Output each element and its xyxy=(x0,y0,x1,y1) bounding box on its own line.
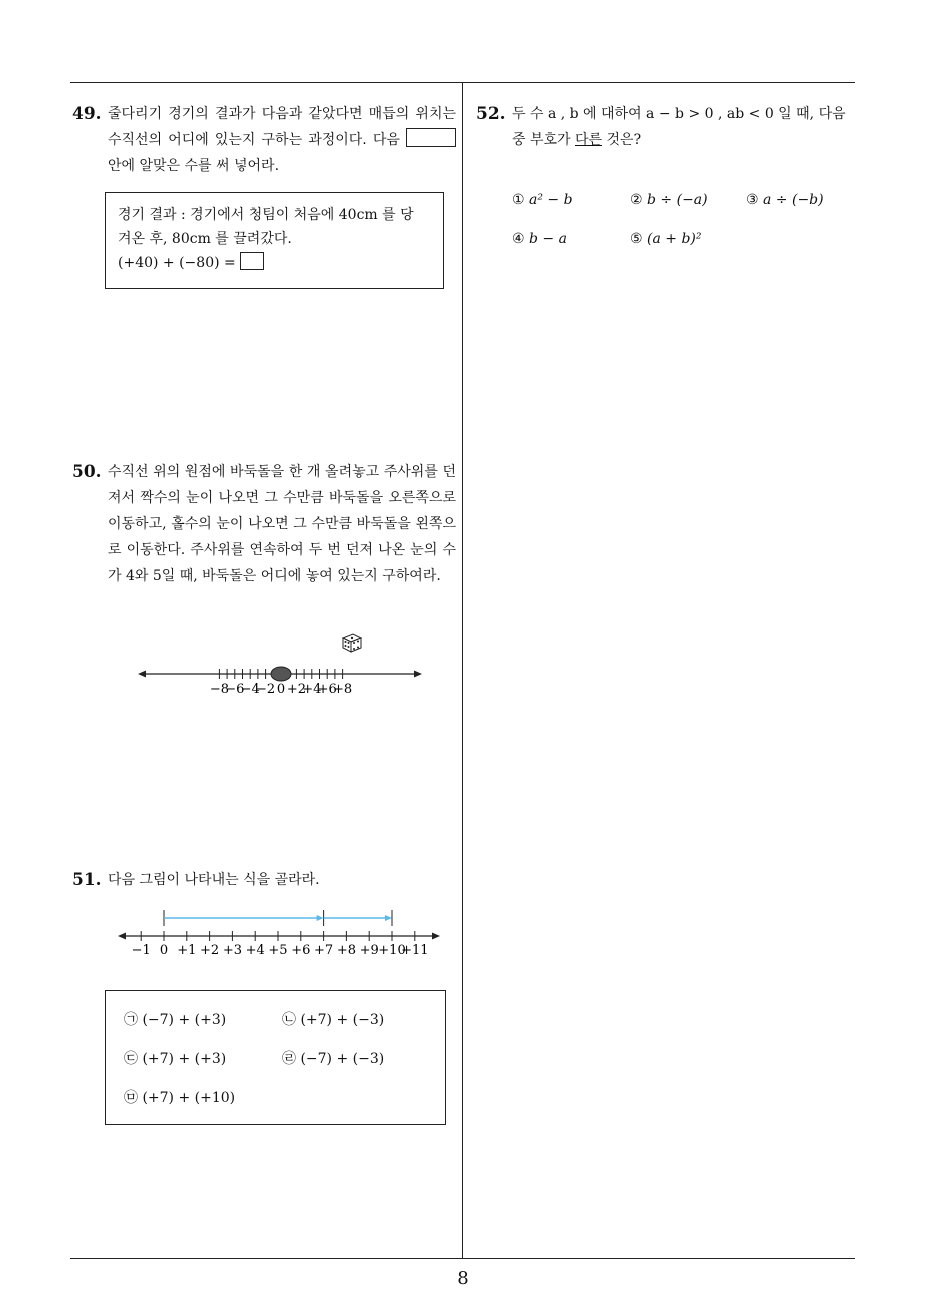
second-arrow-head xyxy=(385,915,392,921)
choice-mark: ㉣ xyxy=(282,1051,296,1067)
question-text xyxy=(512,101,860,153)
question-line-2 xyxy=(512,127,860,153)
choice-expression: a² − b xyxy=(524,192,573,208)
axis-label: −4 xyxy=(240,682,260,697)
column-divider xyxy=(462,82,463,1258)
choice-expression: (+7) + (+10) xyxy=(138,1090,236,1106)
choice-mark: ㉤ xyxy=(124,1090,138,1106)
choice-item xyxy=(124,1008,226,1032)
axis-label: −1 xyxy=(131,943,151,958)
box-line-2: 겨온 후, 80cm 를 끌려갔다. xyxy=(118,231,292,247)
left-arrowhead xyxy=(118,933,126,940)
axis-label: 0 xyxy=(276,682,286,697)
axis-label: +2 xyxy=(200,943,220,958)
choice-expression: b ÷ (−a) xyxy=(642,192,708,208)
axis-label: −8 xyxy=(209,682,229,697)
q50-number-line xyxy=(138,662,424,702)
question-49 xyxy=(72,101,456,179)
question-51 xyxy=(72,867,456,893)
axis-label: +4 xyxy=(302,682,322,697)
axis-label: +3 xyxy=(222,943,242,958)
choice-expression: (−7) + (+3) xyxy=(138,1012,227,1028)
axis-label: +6 xyxy=(291,943,311,958)
underlined-word: 다른 xyxy=(575,132,603,148)
question-number: 49. xyxy=(72,104,102,124)
choice-mark: ④ xyxy=(512,231,525,247)
answer-choice[interactable] xyxy=(512,192,573,208)
axis-label: +4 xyxy=(245,943,265,958)
question-text-part1: 줄다리기 경기의 결과가 다음과 같았다면 매듭의 위치는 수직선의 어디에 있는지 구하는 과정이다. 다음 xyxy=(108,106,456,148)
axis-label: +10 xyxy=(378,943,406,958)
right-arrowhead xyxy=(432,933,440,940)
axis-label: +11 xyxy=(401,943,429,958)
answer-choice[interactable] xyxy=(630,231,702,247)
go-stone xyxy=(271,667,291,681)
box-line-1: 경기 결과 : 경기에서 청팀이 처음에 40cm 를 당 xyxy=(118,207,414,223)
question-number: 50. xyxy=(72,462,102,482)
choice-expression: b − a xyxy=(524,231,567,247)
q51-choices-box xyxy=(105,990,446,1125)
choice-expression: (+7) + (+3) xyxy=(138,1051,227,1067)
question-text: 수직선 위의 원점에 바둑돌을 한 개 올려놓고 주사위를 던져서 짝수의 눈이 나오면 그 수만큼 바둑돌을 오른쪽으로 이동하고, 홀수의 눈이 나오면 그 수만큼 바둑돌을 왼쪽으로 이동한다. 주사위를 연속하여 두 번 던져 나온 눈의 수가 4와 5일 때, 바둑돌은 어디에 놓여 있는지 구하여라. xyxy=(108,464,456,584)
choice-expression: (−7) + (−3) xyxy=(296,1051,385,1067)
answer-blank xyxy=(406,128,456,147)
line2-before: 중 부호가 xyxy=(512,132,571,148)
question-line-1: 두 수 a , b 에 대하여 a − b > 0 , ab < 0 일 때, 다음 xyxy=(512,106,846,122)
choice-mark: ③ xyxy=(746,192,759,208)
axis-label: +5 xyxy=(268,943,288,958)
axis-label: +2 xyxy=(286,682,306,697)
choice-expression: a ÷ (−b) xyxy=(758,192,824,208)
choice-mark: ㉡ xyxy=(282,1012,296,1028)
q51-number-line xyxy=(118,906,440,960)
dice-icon xyxy=(341,632,363,654)
axis-label: +6 xyxy=(317,682,337,697)
choice-expression: (a + b)² xyxy=(642,231,702,247)
expression-text: (+40) + (−80) = xyxy=(118,255,236,271)
question-text xyxy=(108,101,456,179)
choice-mark: ② xyxy=(630,192,643,208)
axis-label: +8 xyxy=(336,943,356,958)
axis-label: +1 xyxy=(177,943,197,958)
choice-item xyxy=(124,1047,226,1071)
choice-mark: ㉢ xyxy=(124,1051,138,1067)
answer-choice[interactable] xyxy=(746,192,824,208)
choice-expression: (+7) + (−3) xyxy=(296,1012,385,1028)
question-52 xyxy=(476,101,860,153)
choice-mark: ① xyxy=(512,192,525,208)
axis-label: −2 xyxy=(256,682,276,697)
axis-label: 0 xyxy=(159,943,169,958)
answer-choice[interactable] xyxy=(512,231,567,247)
choice-mark: ⑤ xyxy=(630,231,643,247)
right-arrowhead xyxy=(414,671,422,678)
choice-mark: ㉠ xyxy=(124,1012,138,1028)
axis-label: +9 xyxy=(359,943,379,958)
left-arrowhead xyxy=(138,671,146,678)
answer-blank-small xyxy=(240,252,264,270)
answer-choice[interactable] xyxy=(630,192,708,208)
choice-item xyxy=(282,1047,384,1071)
choice-item xyxy=(282,1008,384,1032)
question-50 xyxy=(72,459,456,589)
question-number: 52. xyxy=(476,104,506,124)
axis-label: +7 xyxy=(314,943,334,958)
axis-label: −6 xyxy=(225,682,245,697)
page-number: 8 xyxy=(457,1268,469,1289)
line2-after: 것은? xyxy=(606,132,642,148)
axis-label: +8 xyxy=(333,682,353,697)
choice-item xyxy=(124,1086,235,1110)
question-number: 51. xyxy=(72,870,102,890)
question-text: 다음 그림이 나타내는 식을 골라라. xyxy=(108,872,320,888)
first-arrow-head xyxy=(317,915,324,921)
question-text-part2: 안에 알맞은 수를 써 넣어라. xyxy=(108,158,280,174)
box-expression xyxy=(118,251,443,275)
q49-condition-box xyxy=(105,192,444,289)
bottom-rule xyxy=(70,1258,855,1259)
